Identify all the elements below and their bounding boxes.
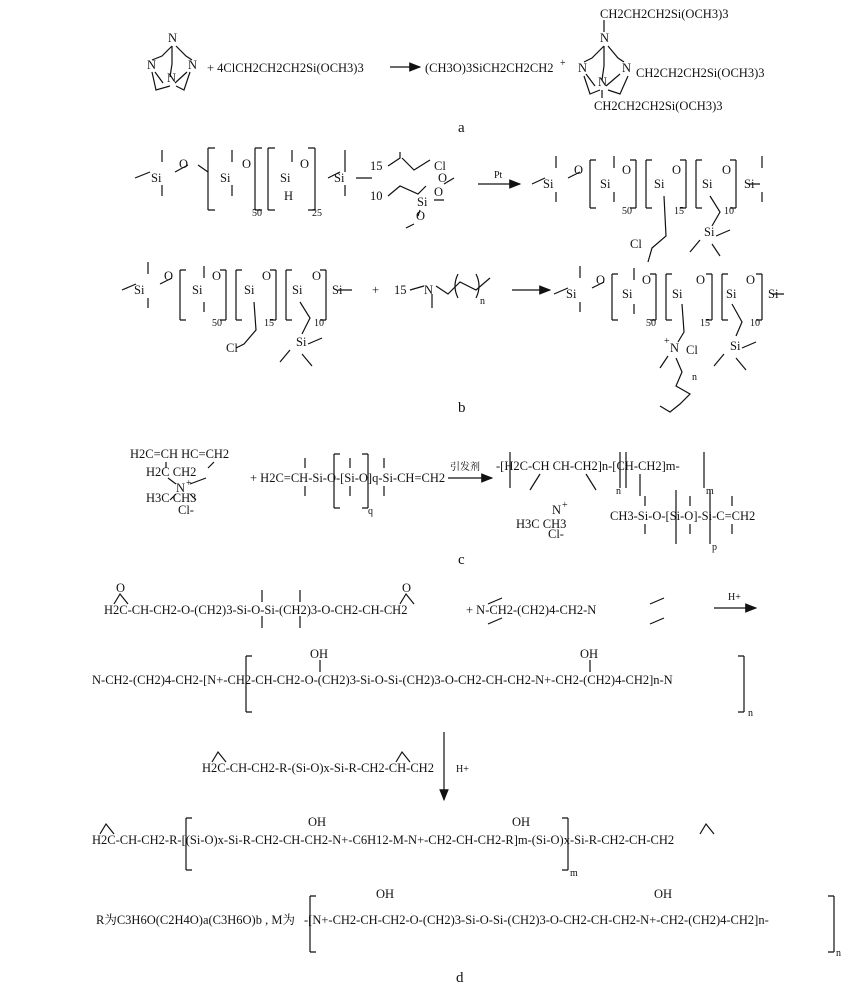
svg-text:H: H [284,189,294,203]
svg-text:Si: Si [134,283,145,297]
svg-text:O: O [116,581,126,595]
svg-text:O: O [312,269,322,283]
svg-text:n: n [692,372,697,383]
catalyst-d2: H+ [456,764,469,775]
svg-text:O: O [622,163,632,177]
svg-text:15: 15 [370,159,383,173]
svg-text:Si: Si [566,287,577,301]
svg-text:Si: Si [220,171,231,185]
svg-text:Si: Si [192,283,203,297]
svg-text:O: O [164,269,174,283]
svg-text:15: 15 [700,318,710,329]
svg-text:OH: OH [512,815,531,829]
svg-text:Cl-: Cl- [548,527,564,541]
svg-text:15: 15 [394,283,407,297]
panel-c [130,447,755,568]
svg-text:OH: OH [308,815,327,829]
svg-text:OH: OH [580,647,599,661]
svg-text:Si: Si [332,283,343,297]
svg-text:O: O [242,157,252,171]
svg-text:O: O [574,163,584,177]
svg-text:N: N [168,31,178,45]
svg-text:O: O [596,273,606,287]
svg-text:O: O [416,209,426,223]
svg-text:Si: Si [672,287,683,301]
initiator-c: 引发剂 [450,462,480,473]
svg-text:O: O [722,163,732,177]
svg-text:N: N [670,341,680,355]
svg-text:10: 10 [750,318,760,329]
svg-text:Cl: Cl [630,237,642,251]
label-b: b [458,400,466,416]
svg-text:OH: OH [310,647,329,661]
diallyl-ammonium [130,447,229,517]
svg-text:Cl-: Cl- [178,503,194,517]
svg-text:n: n [748,708,753,719]
svg-text:O: O [434,185,444,199]
product-b1 [532,156,762,262]
svg-text:+: + [186,478,192,489]
svg-text:OH: OH [654,887,673,901]
svg-text:Si: Si [726,287,737,301]
svg-text:CH3-Si-O-[Si-O]-Si-C=CH2: CH3-Si-O-[Si-O]-Si-C=CH2 [610,509,756,523]
svg-text:H2C=CH HC=CH2: H2C=CH HC=CH2 [130,447,230,461]
r-definition: R为C3H6O(C2H4O)a(C3H6O)b , M为 [96,913,295,927]
svg-text:N: N [176,481,186,495]
svg-text:Si: Si [280,171,291,185]
product-b2 [554,266,784,412]
svg-text:N: N [600,31,610,45]
svg-text:H2C CH2: H2C CH2 [146,465,197,479]
bottom-chain-a: CH2CH2CH2Si(OCH3)3 [594,99,723,113]
q-sub: q [368,506,373,517]
svg-text:Si: Si [704,225,715,239]
amine-reagent-d: + N-CH2-(CH2)4-CH2-N [466,603,597,617]
svg-text:Si: Si [654,177,665,191]
svg-text:N: N [622,61,632,75]
svg-text:Si: Si [244,283,255,297]
svg-text:Cl: Cl [686,343,698,357]
svg-text:O: O [696,273,706,287]
label-a: a [458,120,465,136]
svg-text:Si: Si [600,177,611,191]
svg-text:O: O [402,581,412,595]
svg-text:10: 10 [314,318,324,329]
svg-text:15: 15 [264,318,274,329]
svg-text:Si: Si [730,339,741,353]
svg-text:Si: Si [768,287,779,301]
svg-text:Si: Si [622,287,633,301]
vinyl-siloxane: + H2C=CH-Si-O-[Si-O]q-Si-CH=CH2 [250,471,446,485]
svg-text:50: 50 [212,318,222,329]
svg-text:Si: Si [543,177,554,191]
quaternary-cage [578,31,631,94]
label-d: d [456,970,464,986]
panel-d [92,581,841,986]
product-c [496,452,755,553]
svg-text:25: 25 [312,208,322,219]
panel-a [147,7,765,136]
final-product-d: H2C-CH-CH2-R-[(Si-O)x-Si-R-CH2-CH-CH2-N+-C6H12-M-N+-CH2-CH-CH2-R]m-(Si-O)x-Si-R-CH2-CH-CH2 [92,833,675,847]
svg-text:O: O [438,171,448,185]
svg-text:50: 50 [252,208,262,219]
catalyst-b: Pt [494,170,503,181]
reagent-a: + 4ClCH2CH2CH2Si(OCH3)3 [207,61,364,75]
svg-text:n: n [836,948,841,959]
right-chain-a: CH2CH2CH2Si(OCH3)3 [636,66,765,80]
svg-text:N: N [147,58,157,72]
svg-text:Si: Si [702,177,713,191]
svg-text:O: O [262,269,272,283]
svg-text:-[H2C-CH CH-CH2]n-[CH-CH2]m-: -[H2C-CH CH-CH2]n-[CH-CH2]m- [496,459,680,473]
svg-text:n: n [616,486,621,497]
svg-text:50: 50 [622,206,632,217]
m-definition: -[N+-CH2-CH-CH2-O-(CH2)3-Si-O-Si-(CH2)3-O-CH2-CH-CH2-N+-CH2-(CH2)4-CH2]n- [304,913,769,927]
epoxide-reagent-d: H2C-CH-CH2-O-(CH2)3-Si-O-Si-(CH2)3-O-CH2-CH-CH2 [104,603,408,617]
label-c: c [458,552,465,568]
svg-text:+: + [562,500,568,511]
svg-text:15: 15 [674,206,684,217]
catalyst-d1: H+ [728,592,741,603]
svg-text:10: 10 [724,206,734,217]
svg-text:O: O [746,273,756,287]
svg-text:N: N [552,503,562,517]
svg-text:O: O [672,163,682,177]
svg-text:Si: Si [292,283,303,297]
product-left-a: (CH3O)3SiCH2CH2CH2 [425,61,554,75]
svg-text:O: O [212,269,222,283]
svg-text:N: N [578,61,588,75]
svg-text:Si: Si [151,171,162,185]
svg-text:O: O [642,273,652,287]
svg-text:m: m [706,486,714,497]
svg-text:N: N [598,75,608,89]
intermediate-d: N-CH2-(CH2)4-CH2-[N+-CH2-CH-CH2-O-(CH2)3-Si-O-Si-(CH2)3-O-CH2-CH-CH2-N+-CH2-(CH2)4-CH2]n-N [92,673,673,687]
siloxane-h-reagent [135,148,372,219]
svg-text:N: N [424,283,434,297]
svg-text:Si: Si [744,177,755,191]
svg-text:Cl: Cl [434,159,446,173]
svg-text:OH: OH [376,887,395,901]
hexamine-structure [147,31,197,90]
charge-a: + [560,58,566,69]
svg-text:n: n [480,296,485,307]
allyl-vinyl-reagents [370,152,454,228]
svg-text:p: p [712,542,717,553]
svg-text:N: N [167,71,177,85]
svg-text:Si: Si [334,171,345,185]
svg-text:Cl: Cl [226,341,238,355]
plus-b2: + [372,283,380,297]
svg-text:10: 10 [370,189,383,203]
epoxy-silicone-d: H2C-CH-CH2-R-(Si-O)x-Si-R-CH2-CH-CH2 [202,761,434,775]
panel-b [122,148,784,416]
tertiary-amine [394,274,490,308]
svg-text:m: m [570,868,578,879]
svg-text:O: O [179,157,189,171]
svg-text:Si: Si [296,335,307,349]
svg-text:O: O [300,157,310,171]
svg-text:+: + [664,336,670,347]
svg-text:H3C CH3: H3C CH3 [516,517,567,531]
top-chain-a: CH2CH2CH2Si(OCH3)3 [600,7,729,21]
svg-text:Si: Si [417,195,428,209]
svg-text:H3C CH3: H3C CH3 [146,491,197,505]
svg-text:50: 50 [646,318,656,329]
svg-text:N: N [188,58,198,72]
chloro-siloxane [122,262,352,366]
